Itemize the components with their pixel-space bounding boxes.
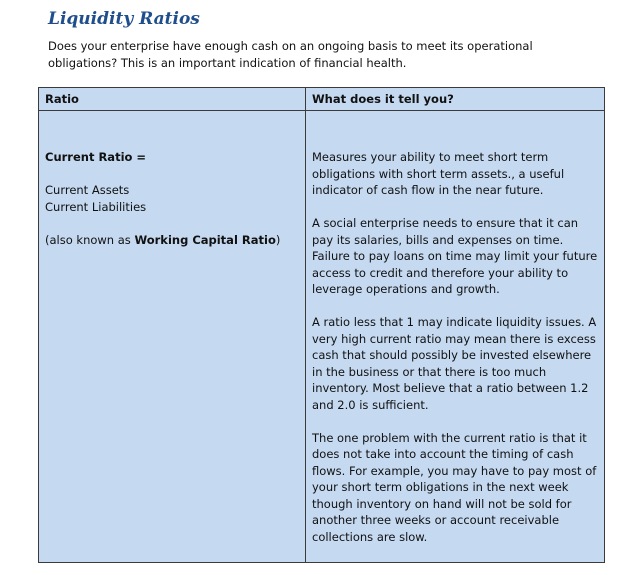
ratio-name: Current Ratio = [45,150,147,164]
ratio-definition-cell [39,111,306,563]
alias-suffix: ) [275,232,281,247]
explanation-paragraph-3: A ratio less that 1 may indicate liquidity issues. A very high current ratio may mean there is excess cash that should possibly be invested elsewhere in the business or that there is too much inventory. Most believe that a ratio between 1.2 and 2.0 is sufficient. [312,315,597,412]
header-what-does-it-tell-you: What does it tell you? [306,88,605,111]
alias-name: Working Capital Ratio [134,232,276,247]
explanation-paragraph-1: Measures your ability to meet short term obligations with short term assets., a useful indicator of cash flow in the near future. [312,150,565,197]
alias-prefix: (also known as [45,232,135,247]
intro-paragraph: Does your enterprise have enough cash on an ongoing basis to meet its operational obligations? This is an important indication of financial health. [48,39,533,70]
liquidity-ratio-table [38,87,605,563]
ratio-numerator: Current Assets [45,183,130,197]
table-row [39,111,605,563]
explanation-paragraph-2: A social enterprise needs to ensure that it can pay its salaries, bills and expenses on time. Failure to pay loans on time may limit your future access to credit and therefore your ability to leverage operations and growth. [312,216,598,296]
ratio-denominator: Current Liabilities [45,199,147,214]
table-header-row [39,88,605,111]
ratio-alias [45,232,299,249]
section-heading: Liquidity Ratios [48,9,200,29]
ratio-explanation-cell [306,111,605,563]
explanation-paragraph-4: The one problem with the current ratio is that it does not take into account the timing of cash flows. For example, you may have to pay most of your short term obligations in the next week though inventory on hand will not be sold for another three weeks or account receivable collections are slow. [312,430,597,544]
header-ratio: Ratio [39,88,306,111]
